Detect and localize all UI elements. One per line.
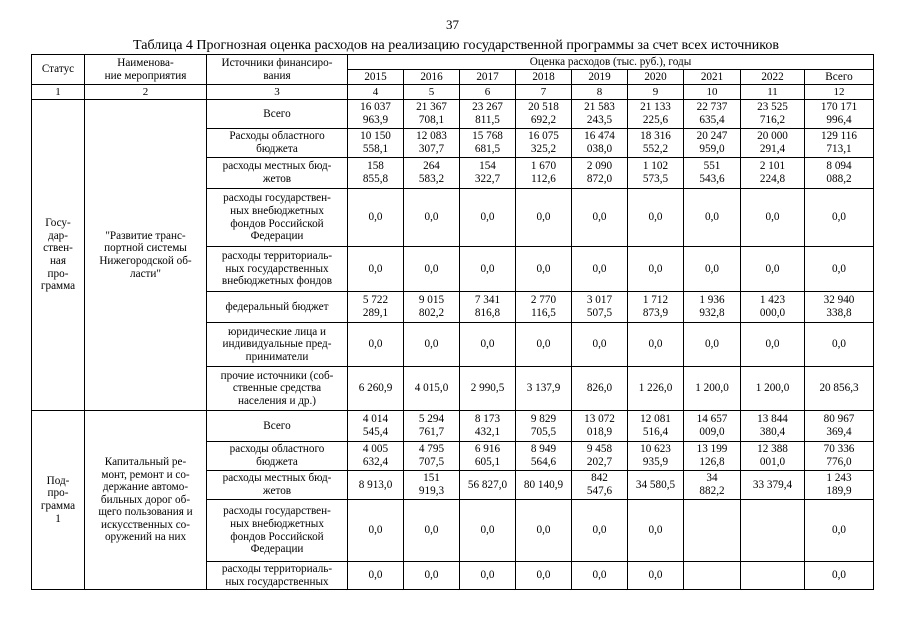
amount-cell: 0,0	[348, 562, 404, 590]
amount-cell: 4 795 707,5	[404, 442, 460, 471]
amount-cell: 2 770 116,5	[516, 292, 572, 323]
column-number: 3	[207, 85, 348, 100]
amount-cell: 0,0	[628, 247, 684, 292]
amount-cell: 22 737 635,4	[684, 100, 741, 129]
column-number: 7	[516, 85, 572, 100]
amount-cell: 12 081 516,4	[628, 411, 684, 442]
amount-cell: 0,0	[460, 189, 516, 247]
column-number: 1	[32, 85, 85, 100]
amount-cell: 0,0	[628, 562, 684, 590]
amount-cell: 13 199 126,8	[684, 442, 741, 471]
funding-source: расходы местных бюд- жетов	[207, 471, 348, 500]
amount-cell: 0,0	[684, 247, 741, 292]
amount-cell: 0,0	[628, 500, 684, 562]
funding-source: расходы государствен- ных внебюджетных фондов Российской Федерации	[207, 189, 348, 247]
funding-source: Всего	[207, 100, 348, 129]
amount-cell: 34 580,5	[628, 471, 684, 500]
amount-cell	[684, 500, 741, 562]
amount-cell: 3 017 507,5	[572, 292, 628, 323]
amount-cell: 13 072 018,9	[572, 411, 628, 442]
amount-cell: 80 140,9	[516, 471, 572, 500]
amount-cell: 56 827,0	[460, 471, 516, 500]
amount-cell: 0,0	[572, 500, 628, 562]
amount-cell: 0,0	[516, 247, 572, 292]
funding-source: расходы государствен- ных внебюджетных фондов Российской Федерации	[207, 500, 348, 562]
funding-source: прочие источники (соб- ственные средства населения и др.)	[207, 367, 348, 411]
amount-cell: 0,0	[572, 189, 628, 247]
amount-cell: 8 913,0	[348, 471, 404, 500]
year-header: 2015	[348, 70, 404, 85]
amount-cell: 23 267 811,5	[460, 100, 516, 129]
amount-cell: 0,0	[516, 189, 572, 247]
amount-cell: 23 525 716,2	[741, 100, 805, 129]
amount-cell: 0,0	[572, 323, 628, 367]
amount-cell: 32 940 338,8	[805, 292, 874, 323]
amount-cell: 0,0	[404, 189, 460, 247]
source-header: Источники финансиро- вания	[207, 55, 348, 85]
funding-source: юридические лица и индивидуальные пред- приниматели	[207, 323, 348, 367]
amount-cell: 0,0	[460, 323, 516, 367]
amount-cell: 0,0	[805, 500, 874, 562]
amount-cell: 1 226,0	[628, 367, 684, 411]
amount-cell: 21 367 708,1	[404, 100, 460, 129]
column-number: 2	[85, 85, 207, 100]
year-header: 2021	[684, 70, 741, 85]
amount-cell: 1 670 112,6	[516, 158, 572, 189]
amount-cell: 8 094 088,2	[805, 158, 874, 189]
amount-cell: 5 722 289,1	[348, 292, 404, 323]
amount-cell: 551 543,6	[684, 158, 741, 189]
amount-cell: 6 260,9	[348, 367, 404, 411]
amount-cell: 170 171 996,4	[805, 100, 874, 129]
amount-cell: 1 243 189,9	[805, 471, 874, 500]
amount-cell: 10 150 558,1	[348, 129, 404, 158]
amount-cell: 0,0	[460, 562, 516, 590]
amount-cell: 13 844 380,4	[741, 411, 805, 442]
year-header: 2019	[572, 70, 628, 85]
amount-cell: 0,0	[741, 189, 805, 247]
amount-cell: 0,0	[741, 247, 805, 292]
amount-cell: 2 101 224,8	[741, 158, 805, 189]
year-header: 2020	[628, 70, 684, 85]
amount-cell: 2 990,5	[460, 367, 516, 411]
amount-cell: 1 102 573,5	[628, 158, 684, 189]
amount-cell: 0,0	[404, 247, 460, 292]
amount-cell: 9 015 802,2	[404, 292, 460, 323]
program-name: Капитальный ре- монт, ремонт и со- держание автомо- бильных дорог об- щего пользования и искусственных со- оружений на них	[85, 411, 207, 590]
amount-cell: 4 005 632,4	[348, 442, 404, 471]
amount-cell: 0,0	[572, 247, 628, 292]
table-row	[32, 411, 874, 442]
amount-cell: 0,0	[348, 247, 404, 292]
amount-cell: 0,0	[741, 323, 805, 367]
amount-cell: 80 967 369,4	[805, 411, 874, 442]
year-header: 2017	[460, 70, 516, 85]
amount-cell: 14 657 009,0	[684, 411, 741, 442]
column-number: 9	[628, 85, 684, 100]
amount-cell: 0,0	[628, 323, 684, 367]
amount-cell: 6 916 605,1	[460, 442, 516, 471]
amount-cell: 0,0	[684, 189, 741, 247]
amount-cell: 4 014 545,4	[348, 411, 404, 442]
amount-cell: 1 423 000,0	[741, 292, 805, 323]
event-header: Наименова- ние мероприятия	[85, 55, 207, 85]
amount-cell: 0,0	[516, 500, 572, 562]
amount-cell	[741, 562, 805, 590]
amount-cell: 0,0	[805, 323, 874, 367]
amount-cell: 2 090 872,0	[572, 158, 628, 189]
amount-cell: 264 583,2	[404, 158, 460, 189]
amount-cell: 33 379,4	[741, 471, 805, 500]
amount-cell: 0,0	[348, 189, 404, 247]
funding-source: расходы областного бюджета	[207, 442, 348, 471]
year-header: 2022	[741, 70, 805, 85]
amount-cell: 34 882,2	[684, 471, 741, 500]
amount-cell	[684, 562, 741, 590]
amount-cell: 0,0	[348, 500, 404, 562]
amount-cell: 5 294 761,7	[404, 411, 460, 442]
table-caption: Таблица 4 Прогнозная оценка расходов на реализацию государственной программы за счет всех источников	[133, 38, 779, 53]
column-number: 8	[572, 85, 628, 100]
amount-cell: 0,0	[516, 562, 572, 590]
amount-cell	[741, 500, 805, 562]
column-number: 12	[805, 85, 874, 100]
amount-cell: 129 116 713,1	[805, 129, 874, 158]
funding-source: расходы территориаль- ных государственных внебюджетных фондов	[207, 247, 348, 292]
amount-cell: 1 200,0	[684, 367, 741, 411]
amount-cell: 0,0	[404, 500, 460, 562]
amount-cell: 1 936 932,8	[684, 292, 741, 323]
amount-cell: 842 547,6	[572, 471, 628, 500]
amount-cell: 151 919,3	[404, 471, 460, 500]
column-number: 4	[348, 85, 404, 100]
column-number: 6	[460, 85, 516, 100]
amount-cell: 8 173 432,1	[460, 411, 516, 442]
amount-cell: 7 341 816,8	[460, 292, 516, 323]
amount-cell: 16 474 038,0	[572, 129, 628, 158]
amount-cell: 0,0	[805, 247, 874, 292]
amount-cell: 9 829 705,5	[516, 411, 572, 442]
amount-cell: 18 316 552,2	[628, 129, 684, 158]
amount-cell: 15 768 681,5	[460, 129, 516, 158]
column-number: 11	[741, 85, 805, 100]
year-header: 2016	[404, 70, 460, 85]
amount-cell: 12 083 307,7	[404, 129, 460, 158]
amount-cell: 826,0	[572, 367, 628, 411]
program-name: "Развитие транс- портной системы Нижегородской об- ласти"	[85, 100, 207, 411]
program-status: Госу- дар- ствен- ная про- грамма	[32, 100, 85, 411]
amount-cell: 3 137,9	[516, 367, 572, 411]
amount-cell: 154 322,7	[460, 158, 516, 189]
amount-cell: 0,0	[805, 189, 874, 247]
amount-cell: 0,0	[348, 323, 404, 367]
amount-cell: 0,0	[460, 247, 516, 292]
amount-cell: 21 133 225,6	[628, 100, 684, 129]
year-header: 2018	[516, 70, 572, 85]
amount-cell: 1 712 873,9	[628, 292, 684, 323]
page-number: 37	[446, 17, 459, 32]
amount-cell: 0,0	[572, 562, 628, 590]
table-row	[32, 100, 874, 129]
year-header: Всего	[805, 70, 874, 85]
column-number: 10	[684, 85, 741, 100]
amount-cell: 70 336 776,0	[805, 442, 874, 471]
amount-cell: 20 856,3	[805, 367, 874, 411]
amount-cell: 158 855,8	[348, 158, 404, 189]
amount-cell: 4 015,0	[404, 367, 460, 411]
amount-cell: 0,0	[516, 323, 572, 367]
amount-cell: 8 949 564,6	[516, 442, 572, 471]
amount-cell: 12 388 001,0	[741, 442, 805, 471]
amount-cell: 20 247 959,0	[684, 129, 741, 158]
budget-table	[31, 54, 874, 590]
amount-cell: 0,0	[628, 189, 684, 247]
amount-cell: 0,0	[404, 562, 460, 590]
funding-source: Всего	[207, 411, 348, 442]
funding-source: федеральный бюджет	[207, 292, 348, 323]
amount-cell: 1 200,0	[741, 367, 805, 411]
amount-cell: 0,0	[805, 562, 874, 590]
amount-cell: 0,0	[684, 323, 741, 367]
funding-source: Расходы областного бюджета	[207, 129, 348, 158]
funding-source: расходы местных бюд- жетов	[207, 158, 348, 189]
amount-cell: 0,0	[460, 500, 516, 562]
program-status: Под- про- грамма 1	[32, 411, 85, 590]
estimate-header: Оценка расходов (тыс. руб.), годы	[348, 55, 874, 70]
amount-cell: 20 000 291,4	[741, 129, 805, 158]
amount-cell: 9 458 202,7	[572, 442, 628, 471]
amount-cell: 0,0	[404, 323, 460, 367]
amount-cell: 20 518 692,2	[516, 100, 572, 129]
column-number: 5	[404, 85, 460, 100]
amount-cell: 10 623 935,9	[628, 442, 684, 471]
funding-source: расходы территориаль- ных государственных	[207, 562, 348, 590]
amount-cell: 16 075 325,2	[516, 129, 572, 158]
amount-cell: 16 037 963,9	[348, 100, 404, 129]
status-header: Статус	[32, 55, 85, 85]
amount-cell: 21 583 243,5	[572, 100, 628, 129]
